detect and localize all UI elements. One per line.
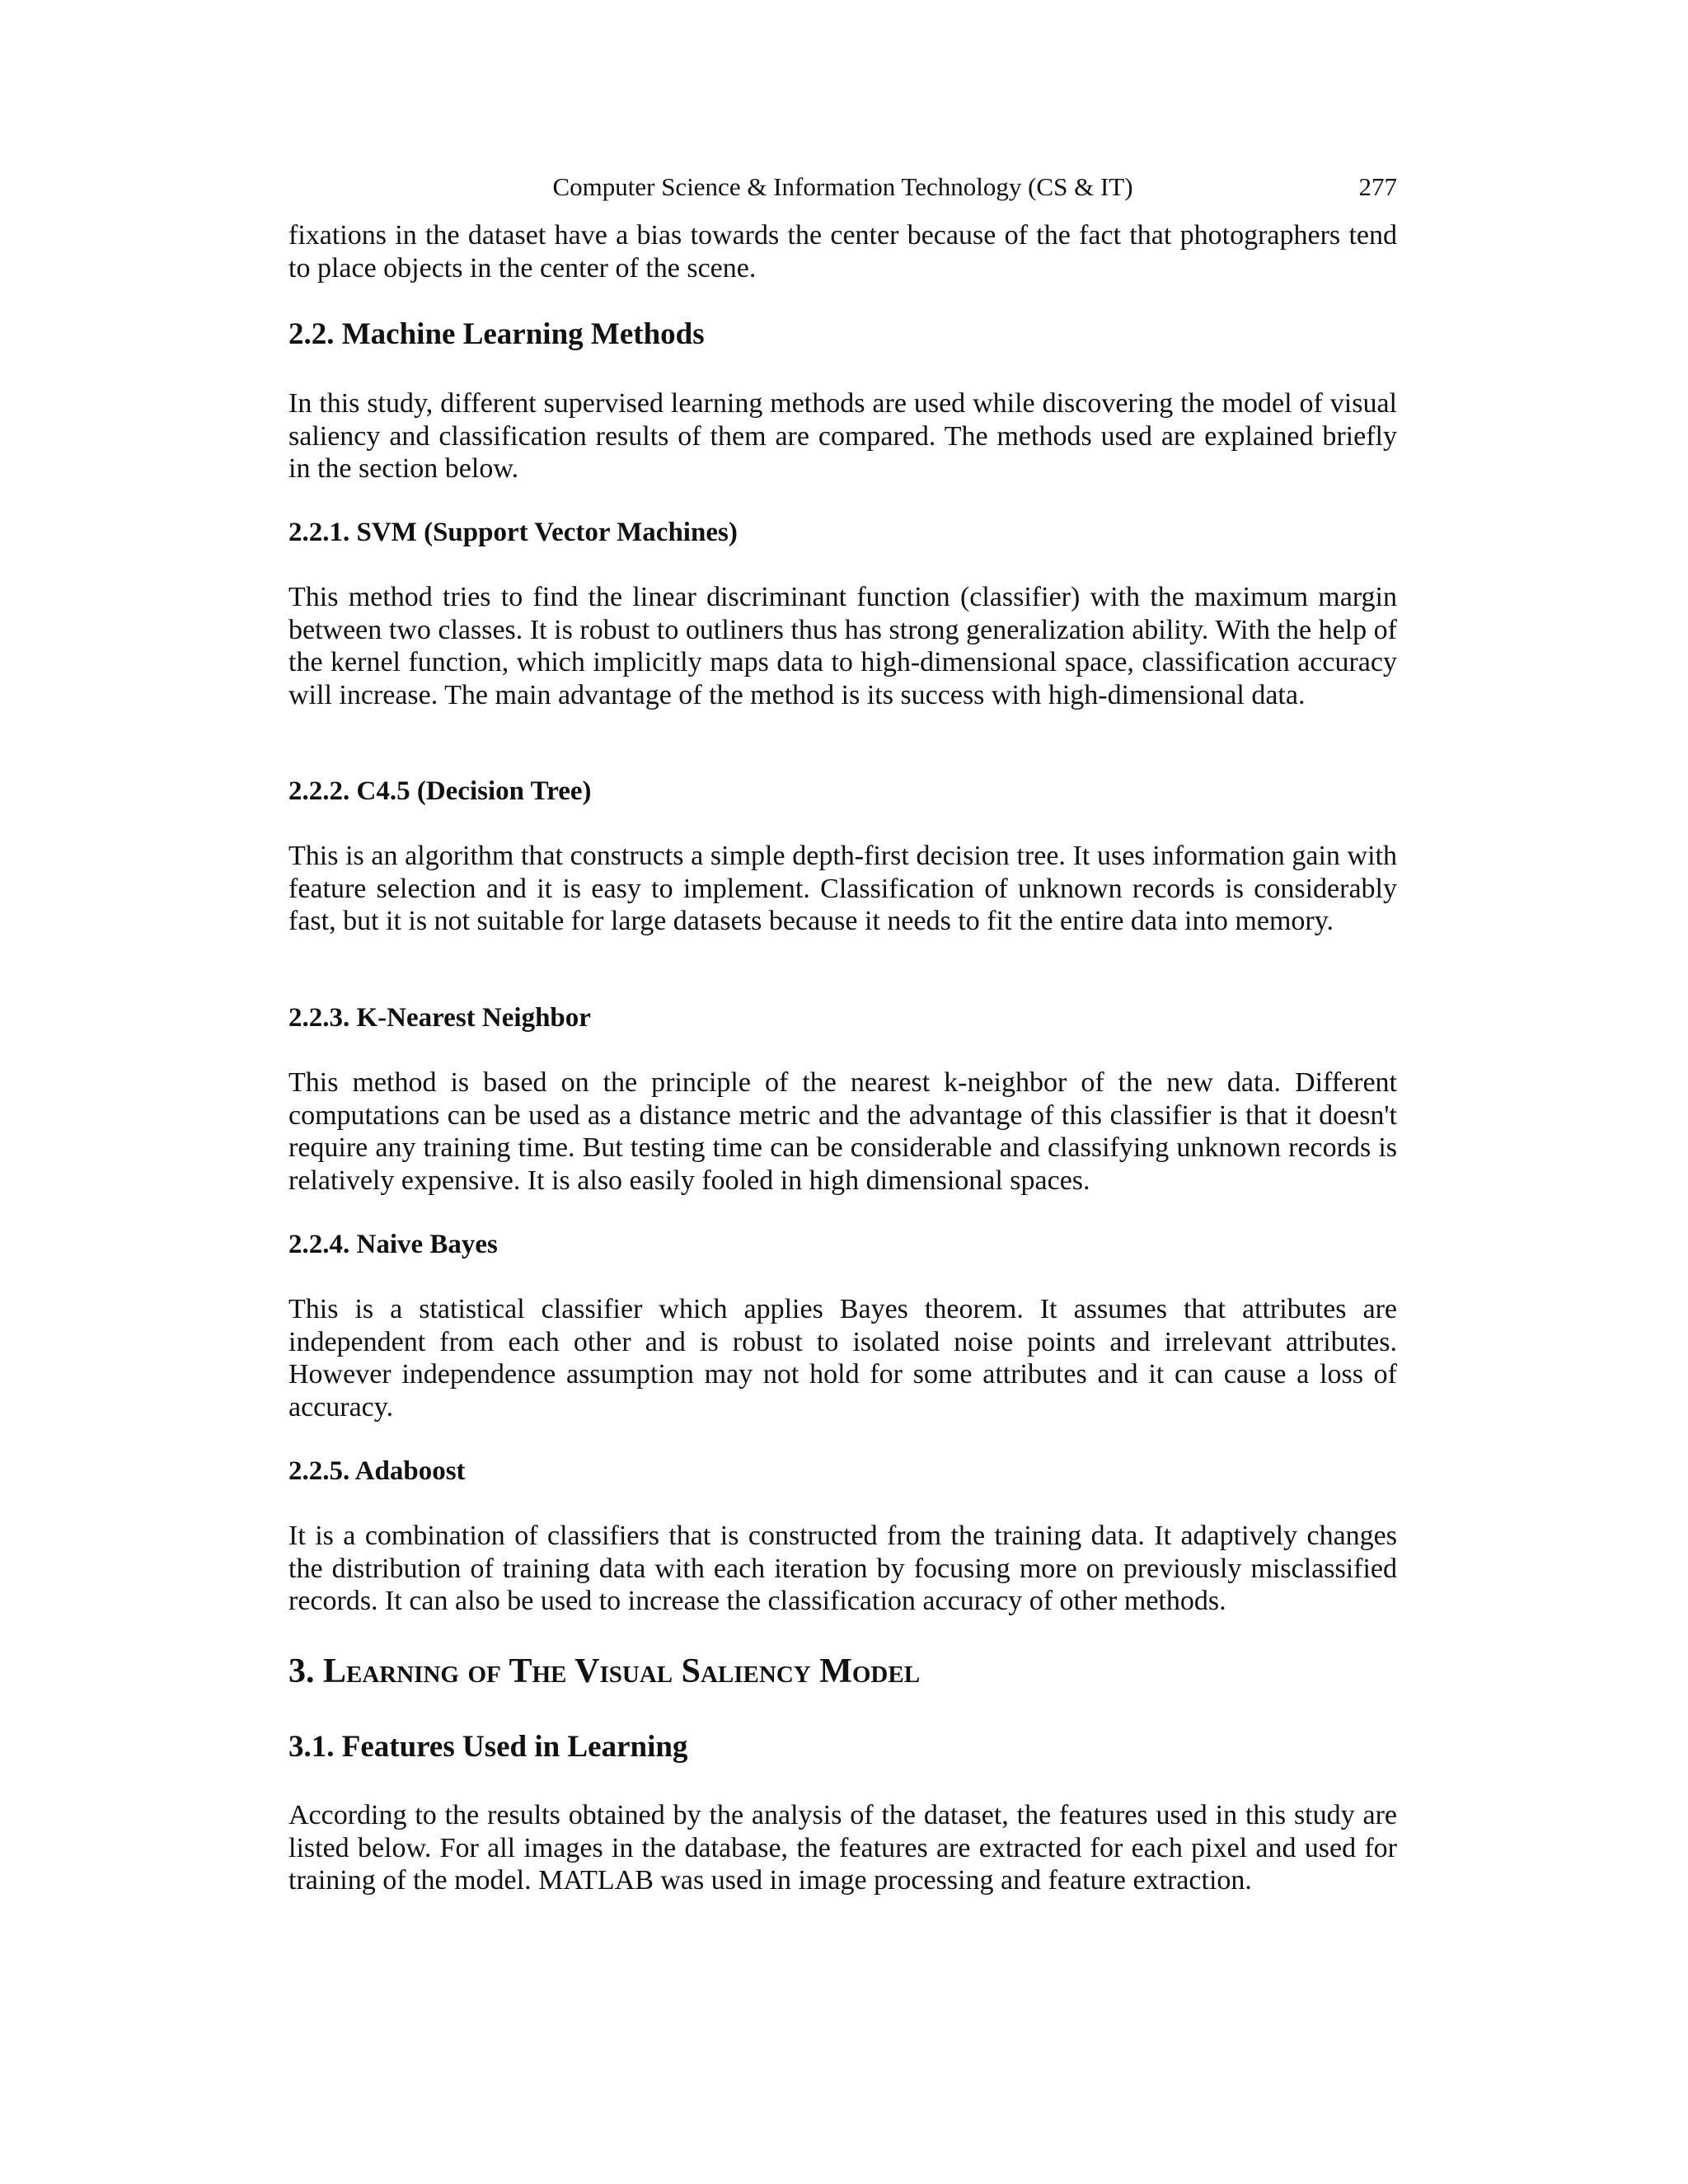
subsection-heading-2-2-4: 2.2.4. Naive Bayes <box>288 1230 498 1259</box>
paragraph-2-2-5: It is a combination of classifiers that is constructed from the training data. It adaptively changes the distribution of training data with each iteration by focusing more on previously misclassified records. It can also be used to increase the classification accuracy of other methods. <box>288 1521 1397 1616</box>
subsection-heading-2-2-3: 2.2.3. K-Nearest Neighbor <box>288 1003 591 1033</box>
subsection-heading-2-2-5: 2.2.5. Adaboost <box>288 1456 466 1486</box>
subsection-heading-2-2-1: 2.2.1. SVM (Support Vector Machines) <box>288 518 738 547</box>
paragraph-3-1: According to the results obtained by the analysis of the dataset, the features used in this study are listed below. For all images in the database, the features are extracted for each pixel and used for training of the model. MATLAB was used in image processing and feature extraction. <box>288 1800 1397 1896</box>
paragraph-2-2: In this study, different supervised learning methods are used while discovering the model of visual saliency and classification results of them are compared. The methods used are explained briefly in the section below. <box>288 388 1397 484</box>
page-number: 277 <box>1358 172 1397 201</box>
section-heading-3-title: Learning of The Visual Saliency Model <box>323 1652 921 1690</box>
section-heading-2-2: 2.2. Machine Learning Methods <box>288 317 705 351</box>
paragraph-2-2-2: This is an algorithm that constructs a simple depth-first decision tree. It uses information gain with feature selection and it is easy to implement. Classification of unknown records is considerably fast, but it is not suitable for large datasets because it needs to fit the entire data into memory. <box>288 841 1397 936</box>
subsection-heading-2-2-2: 2.2.2. C4.5 (Decision Tree) <box>288 776 592 806</box>
paragraph-2-2-4: This is a statistical classifier which applies Bayes theorem. It assumes that attributes are independent from each other and is robust to isolated noise points and irrelevant attributes. However independence assumption may not hold for some attributes and it can cause a loss of accuracy. <box>288 1294 1397 1422</box>
section-heading-3-1: 3.1. Features Used in Learning <box>288 1730 688 1764</box>
running-title: Computer Science & Information Technology (CS & IT) <box>552 172 1133 201</box>
paragraph-intro: fixations in the dataset have a bias towards the center because of the fact that photographers tend to place objects in the center of the scene. <box>288 220 1397 284</box>
running-header <box>288 169 1397 205</box>
section-heading-3 <box>288 1651 920 1692</box>
paper-page <box>288 0 1397 2184</box>
paragraph-2-2-3: This method is based on the principle of the nearest k-neighbor of the new data. Different computations can be used as a distance metric and the advantage of this classifier is that it doesn't require any training time. But testing time can be considerable and classifying unknown records is relatively expensive. It is also easily fooled in high dimensional spaces. <box>288 1067 1397 1196</box>
section-heading-3-number: 3. <box>288 1652 315 1690</box>
paragraph-2-2-1: This method tries to find the linear discriminant function (classifier) with the maximum margin between two classes. It is robust to outliners thus has strong generalization ability. With the help of the kernel function, which implicitly maps data to high-dimensional space, classification accuracy will increase. The main advantage of the method is its success with high-dimensional data. <box>288 582 1397 710</box>
